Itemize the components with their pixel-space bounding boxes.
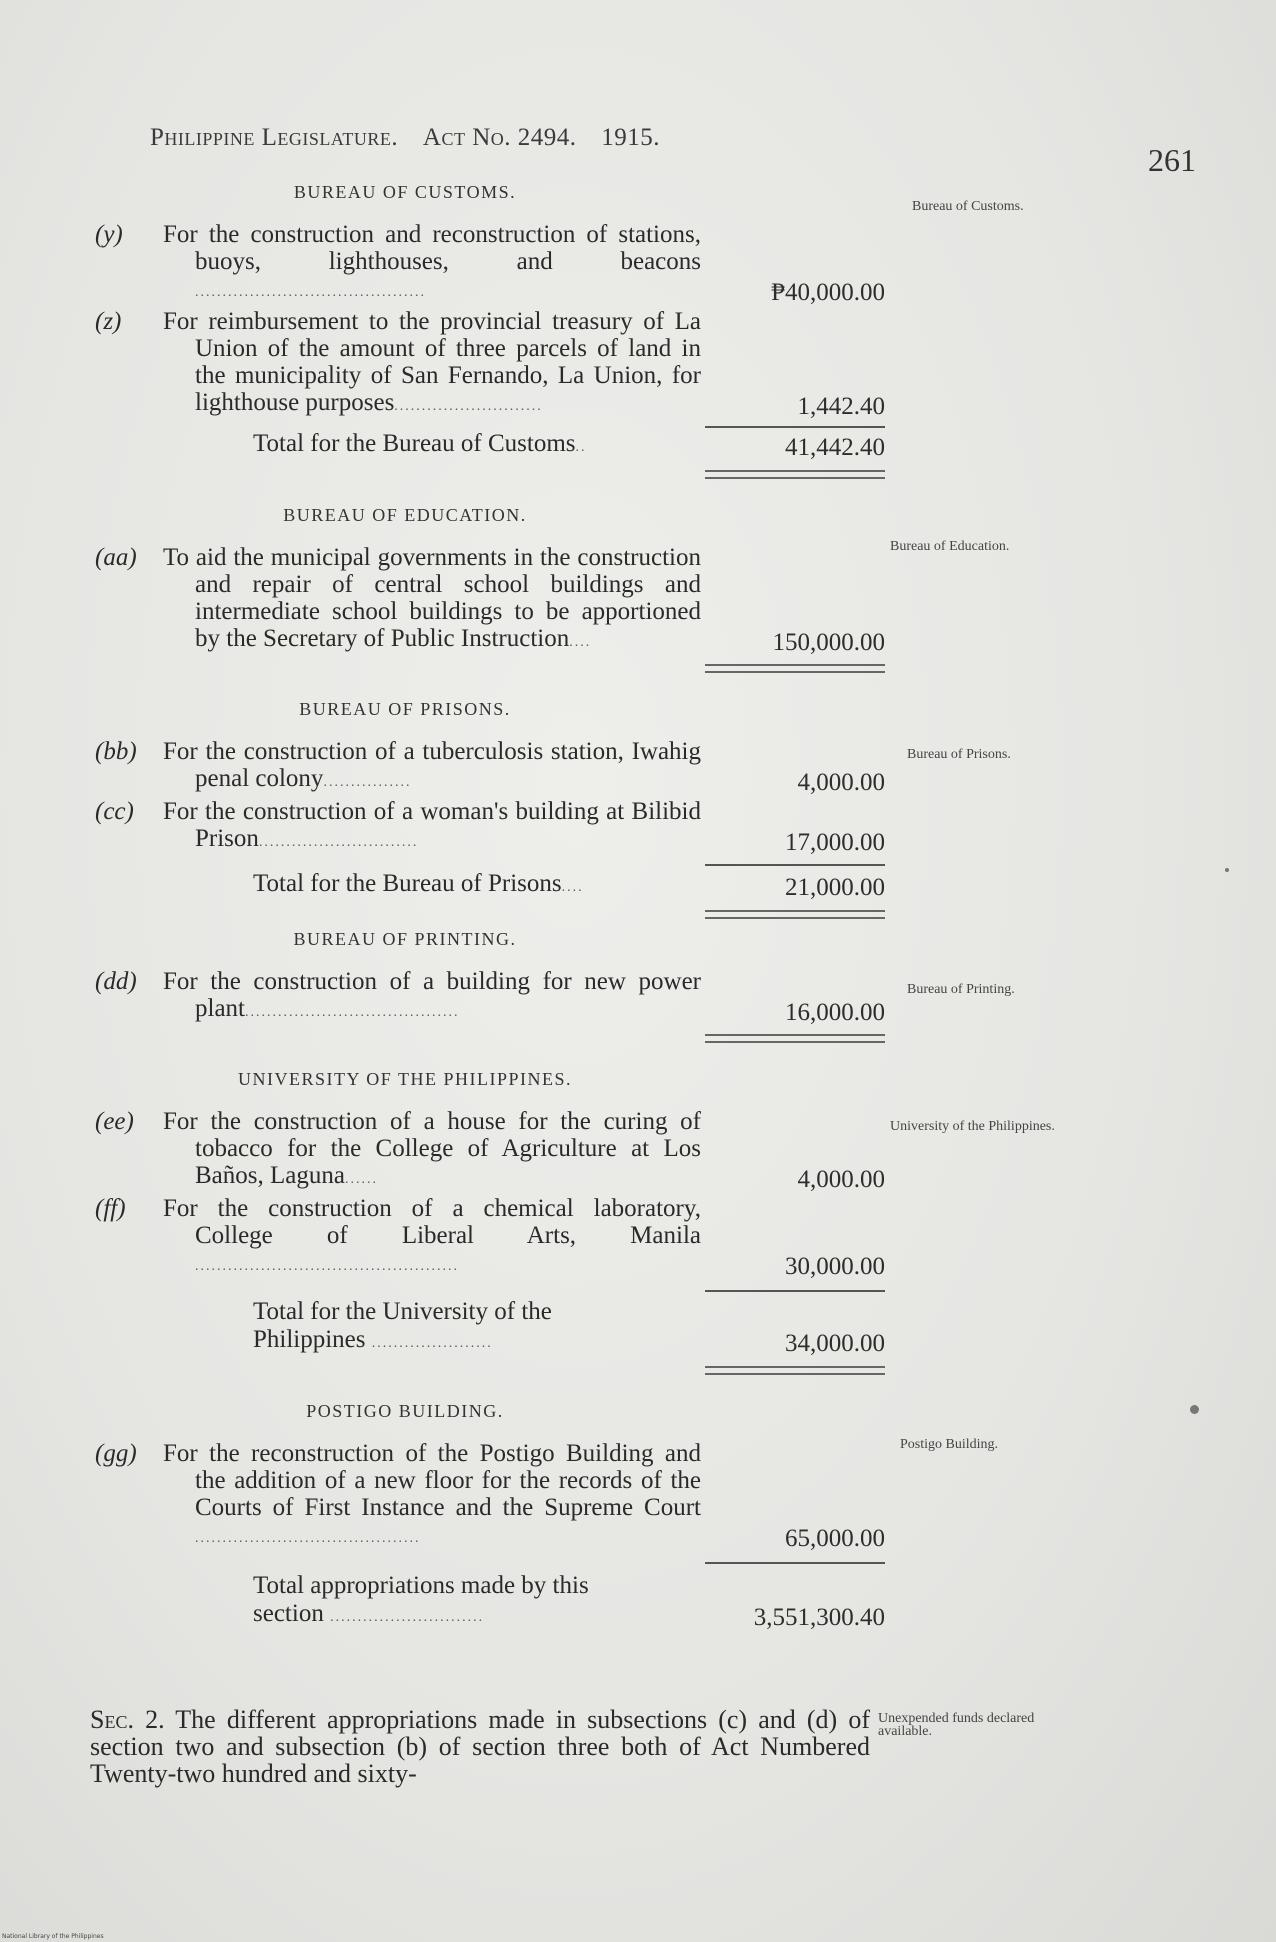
total-row: Total for the Bureau of Prisons.... 21,000.00 <box>95 870 885 902</box>
item-label: (aa) <box>95 544 137 571</box>
item-amount: 1,442.40 <box>797 393 885 420</box>
appropriation-item: (z) For reimbursement to the provincial treasury of La Union of the amount of three parcels of land in the municipality of San Fernando, La Union, for lighthouse purposes........................... 1,442.40 <box>95 308 885 420</box>
appropriation-item: (bb) For the construction of a tuberculosis station, Iwahig penal colony................ 4,000.00 <box>95 738 885 796</box>
header-publisher: Philippine Legislature. <box>150 124 399 151</box>
appropriations-column <box>95 182 885 1632</box>
double-rule <box>705 664 885 673</box>
item-amount: 65,000.00 <box>785 1525 885 1552</box>
item-label: (cc) <box>95 798 134 825</box>
header-year: 1915. <box>601 124 661 151</box>
section-heading-postigo: POSTIGO BUILDING. <box>306 1401 504 1421</box>
total-text: Total for the Bureau of Prisons <box>253 870 562 897</box>
margin-note-prisons: Bureau of Prisons. <box>907 747 1011 762</box>
total-text: Total for the Bureau of Customs <box>253 430 576 457</box>
total-row: Total appropriations made by this section ............................ 3,551,300.40 <box>95 1572 885 1632</box>
section-heading-customs: BUREAU OF CUSTOMS. <box>293 182 517 202</box>
item-text: To aid the municipal governments in the construction and repair of central school buildings and intermediate school buildings to be apportioned by the Secretary of Public Instruction <box>163 544 701 652</box>
total-row: Total for the Bureau of Customs.. 41,442.40 <box>95 430 885 462</box>
margin-note-printing: Bureau of Printing. <box>907 982 1015 997</box>
margin-note-postigo: Postigo Building. <box>900 1437 999 1452</box>
appropriation-item: (y) For the construction and reconstruction of stations, buoys, lighthouses, and beacons .......................................... ₱40,000.00 <box>95 221 885 306</box>
item-text: For the reconstruction of the Postigo Building and the addition of a new floor for the records of the Courts of First Instance and the Supreme Court <box>163 1440 701 1521</box>
paper-speck <box>1225 868 1229 872</box>
item-label: (y) <box>95 221 123 248</box>
section-heading-printing: BUREAU OF PRINTING. <box>293 929 517 949</box>
margin-note-university: University of the Philippines. <box>890 1119 1055 1134</box>
total-text: Total appropriations made by this section <box>253 1572 589 1627</box>
total-amount: 3,551,300.40 <box>753 1604 885 1631</box>
appropriation-item: (ff) For the construction of a chemical laboratory, College of Liberal Arts, Manila ................................................ 30,000.00 <box>95 1195 885 1280</box>
section-heading-education: BUREAU OF EDUCATION. <box>283 505 527 525</box>
section-2-lead: Sec. 2. <box>90 1705 165 1734</box>
item-amount: ₱40,000.00 <box>771 279 885 306</box>
item-text: For the construction of a woman's building at Bilibid Prison <box>163 798 701 852</box>
appropriation-item: (ee) For the construction of a house for the curing of tobacco for the College of Agriculture at Los Baños, Laguna...... 4,000.00 <box>95 1108 885 1193</box>
double-rule <box>705 470 885 479</box>
paper-speck <box>1190 1405 1199 1414</box>
margin-note-customs: Bureau of Customs. <box>912 199 1024 214</box>
item-label: (bb) <box>95 738 137 765</box>
total-amount: 34,000.00 <box>785 1330 885 1357</box>
item-label: (dd) <box>95 968 137 995</box>
item-amount: 4,000.00 <box>797 769 885 796</box>
page-number: 261 <box>1148 142 1196 178</box>
item-amount: 30,000.00 <box>785 1253 885 1280</box>
section-heading-university: UNIVERSITY OF THE PHILIPPINES. <box>237 1069 572 1089</box>
item-text: For the construction of a building for new power plant <box>163 968 701 1022</box>
margin-note-sec2: Unexpended funds declared available. <box>878 1711 1035 1739</box>
appropriation-item: (cc) For the construction of a woman's building at Bilibid Prison............................. 17,000.00 <box>95 798 885 856</box>
item-text: For the construction of a tuberculosis station, Iwahig penal colony <box>163 738 701 792</box>
section-2-text: The different appropriations made in subsections (c) and (d) of section two and subsection (b) of section three both of Act Numbered Twenty-two hundred and sixty- <box>90 1705 871 1788</box>
appropriation-item: (dd) For the construction of a building for new power plant....................................... 16,000.00 <box>95 968 885 1026</box>
item-text: For reimbursement to the provincial treasury of La Union of the amount of three parcels of land in the municipality of San Fernando, La Union, for lighthouse purposes <box>163 308 701 416</box>
appropriation-item: (gg) For the reconstruction of the Postigo Building and the addition of a new floor for the records of the Courts of First Instance and the Supreme Court ......................................... 65,000.00 <box>95 1440 885 1552</box>
item-label: (ee) <box>95 1108 134 1135</box>
double-rule <box>705 1034 885 1043</box>
item-text: For the construction of a house for the curing of tobacco for the College of Agriculture at Los Baños, Laguna <box>163 1108 701 1189</box>
total-text: Total for the University of the Philippines <box>253 1298 552 1353</box>
item-text: For the construction and reconstruction of stations, buoys, lighthouses, and beacons <box>163 221 701 275</box>
item-label: (gg) <box>95 1440 137 1467</box>
total-row: Total for the University of the Philippines ...................... 34,000.00 <box>95 1298 885 1358</box>
section-2-paragraph <box>90 1706 870 1787</box>
total-amount: 21,000.00 <box>785 874 885 901</box>
item-amount: 4,000.00 <box>797 1166 885 1193</box>
item-text: For the construction of a chemical laboratory, College of Liberal Arts, Manila <box>163 1195 701 1249</box>
item-amount: 16,000.00 <box>785 999 885 1026</box>
total-amount: 41,442.40 <box>785 434 885 461</box>
double-rule <box>705 1366 885 1375</box>
archive-tag: National Library of the Philippines <box>2 1933 104 1940</box>
appropriation-item: (aa) To aid the municipal governments in the construction and repair of central school buildings and intermediate school buildings to be apportioned by the Secretary of Public Instruction.... 150,000.00 <box>95 544 885 656</box>
section-heading-prisons: BUREAU OF PRISONS. <box>299 699 511 719</box>
running-header <box>150 124 660 152</box>
item-label: (ff) <box>95 1195 126 1222</box>
header-act: Act No. 2494. <box>422 124 577 151</box>
double-rule <box>705 910 885 919</box>
margin-note-education: Bureau of Education. <box>890 539 1010 554</box>
item-label: (z) <box>95 308 122 335</box>
item-amount: 17,000.00 <box>785 829 885 856</box>
item-amount: 150,000.00 <box>772 629 885 656</box>
